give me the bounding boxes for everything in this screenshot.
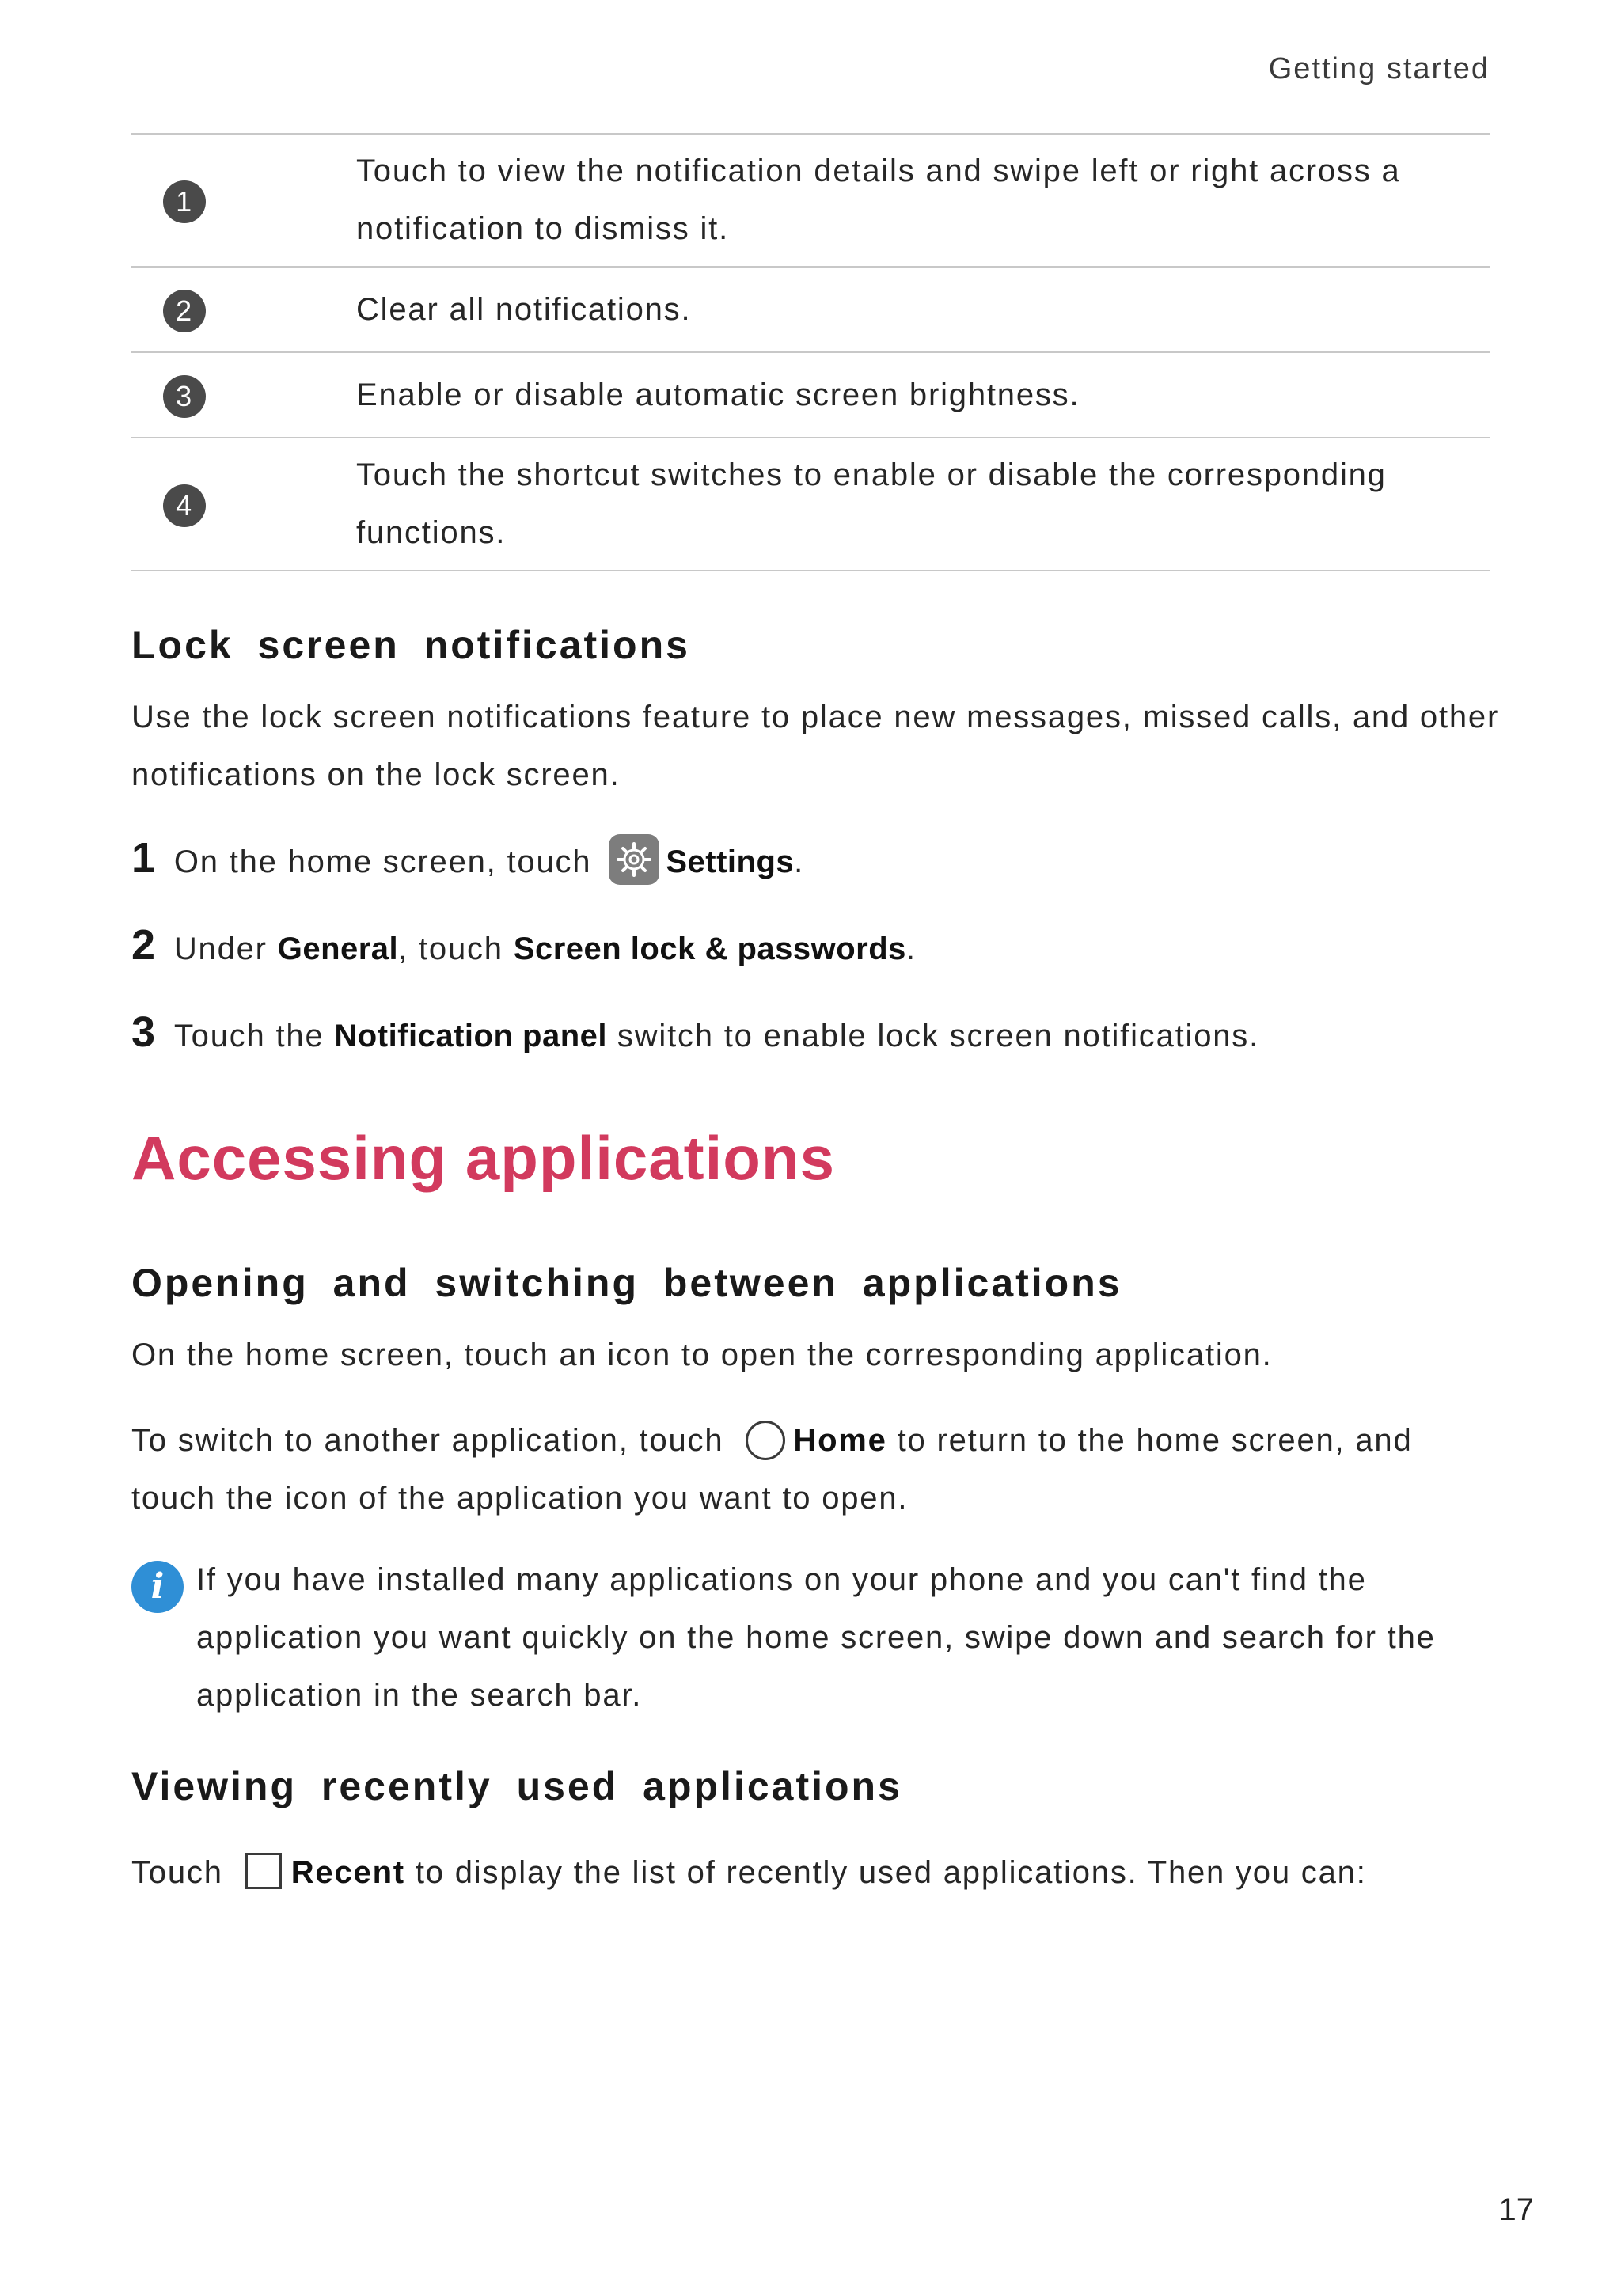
callout-number-badge: 4 — [163, 484, 206, 527]
lock-screen-intro: Use the lock screen notifications feature to place new messages, missed calls, and other notifications on the lock screen. — [131, 700, 1500, 792]
recent-label: Recent — [290, 1855, 405, 1890]
callout-table — [131, 133, 1490, 571]
section-heading-lock-screen: Lock screen notifications — [131, 623, 690, 667]
switching-paragraph: To switch to another application, touch Home to return to the home screen, and touch the icon of the application you want to open. — [131, 1412, 1501, 1528]
note-text: If you have installed many applications on your phone and you can't find the application you want quickly on the home screen, swipe down and search for the application in the search bar. — [196, 1562, 1436, 1713]
recent-paragraph: Touch Recent to display the list of recently used applications. Then you can: — [131, 1844, 1501, 1902]
step-number: 1 — [131, 834, 157, 882]
note-box — [131, 1551, 1501, 1725]
callout-description: Clear all notifications. — [356, 267, 1490, 352]
step-2: 2 Under General, touch Screen lock & passwords. — [131, 921, 917, 969]
chapter-title: Accessing applications — [131, 1123, 835, 1193]
gear-icon — [609, 834, 659, 885]
callout-description: Touch the shortcut switches to enable or disable the corresponding functions. — [356, 438, 1490, 571]
screen-lock-label: Screen lock & passwords — [513, 932, 906, 966]
table-row — [131, 134, 1490, 267]
page-number: 17 — [1498, 2192, 1534, 2227]
step-1: 1 On the home screen, touch Settings. — [131, 834, 804, 886]
settings-label: Settings — [666, 844, 795, 879]
callout-number-badge: 2 — [163, 290, 206, 332]
info-icon: i — [131, 1561, 184, 1613]
step-number: 3 — [131, 1008, 157, 1056]
home-label: Home — [793, 1423, 887, 1458]
opening-paragraph: On the home screen, touch an icon to open the corresponding application. — [131, 1338, 1273, 1372]
home-circle-icon — [746, 1421, 785, 1460]
table-row — [131, 267, 1490, 352]
callout-description: Touch to view the notification details and swipe left or right across a notification to dismiss it. — [356, 134, 1490, 267]
table-row — [131, 438, 1490, 571]
table-row — [131, 352, 1490, 438]
callout-number-badge: 1 — [163, 180, 206, 223]
general-label: General — [277, 932, 399, 966]
notification-panel-label: Notification panel — [334, 1019, 607, 1053]
callout-description: Enable or disable automatic screen brightness. — [356, 352, 1490, 438]
step-3: 3 Touch the Notification panel switch to enable lock screen notifications. — [131, 1008, 1260, 1056]
running-header: Getting started — [1268, 52, 1490, 85]
callout-number-badge: 3 — [163, 375, 206, 418]
section-heading-recent: Viewing recently used applications — [131, 1764, 902, 1808]
section-heading-opening: Opening and switching between applications — [131, 1261, 1122, 1305]
step-number: 2 — [131, 921, 157, 969]
recent-square-icon — [245, 1853, 282, 1889]
